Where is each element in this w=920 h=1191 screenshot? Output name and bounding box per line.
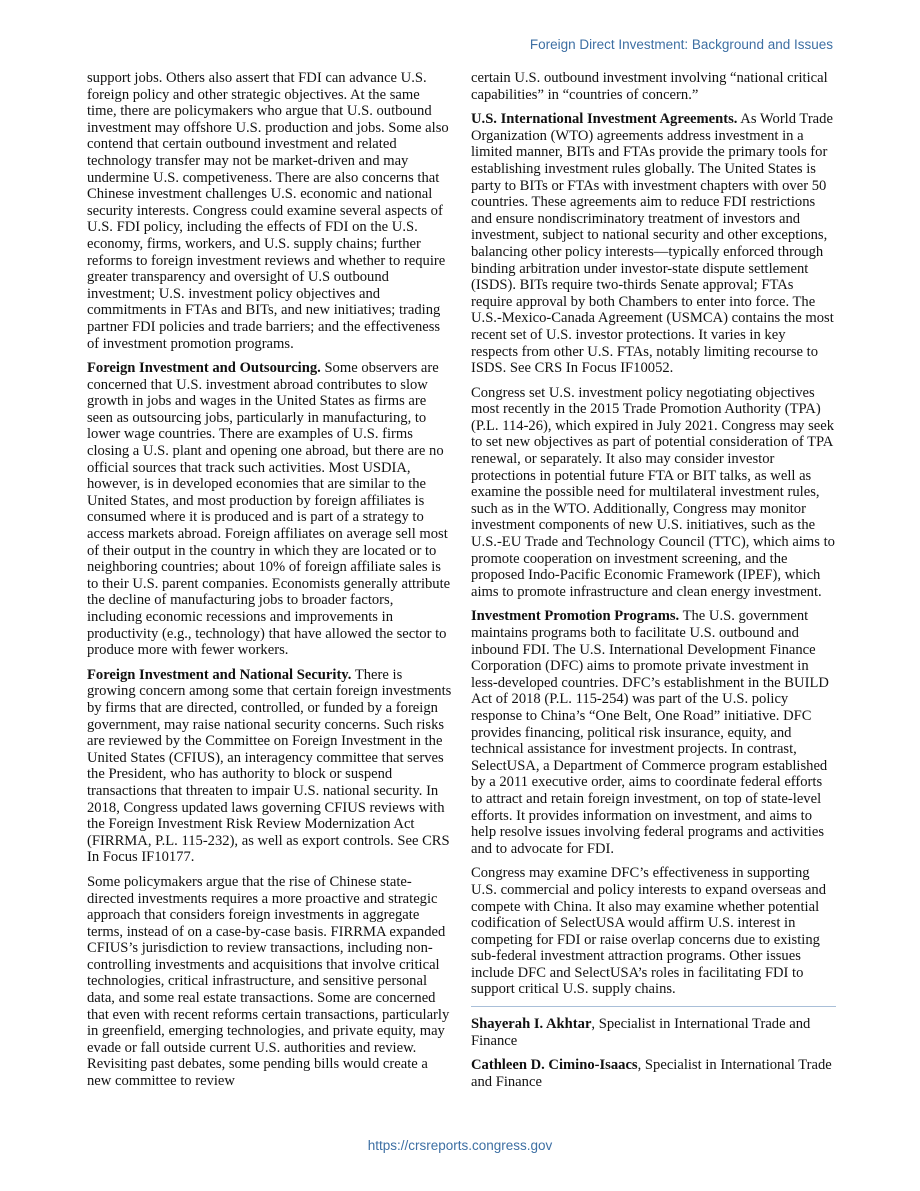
- right-column: [471, 70, 836, 1098]
- paragraph-national-security-body: There is growing concern among some that certain foreign investments by firms that are directed, controlled, or funded by a foreign government, may raise national security concerns. Such risks are reviewed by the Committee on Foreign Investment in the United States (CFIUS), an interagency committee that serves the President, who has authority to block or suspend transactions that threaten to impair U.S. national security. In 2018, Congress updated laws governing CFIUS reviews with the Foreign Investment Risk Review Modernization Act (FIRRMA, P.L. 115-232), as well as export controls. See CRS In Focus IF10177.: [87, 666, 452, 866]
- paragraph-investment-agreements-body: As World Trade Organization (WTO) agreements address investment in a limited manner, BITs and FTAs provide the primary tools for establishing investment rules globally. The United States is party to BITs or FTAs with investment chapters with over 50 countries. These agreements aim to reduce FDI restrictions and ensure nondiscriminatory treatment of investors and investment, subject to national security and other exceptions, balancing other policy interests—typically enforced through binding arbitration under investor-state dispute settlement (ISDS). BITs require two-thirds Senate approval; FTAs require approval by both Chambers to enter into force. The U.S.-Mexico-Canada Agreement (USMCA) contains the most recent set of U.S. investor protections. It varies in key respects from other U.S. FTAs, notably limiting recourse to ISDS. See CRS In Focus IF10052.: [471, 111, 834, 377]
- paragraph-promotion-programs: [471, 608, 836, 857]
- left-column: [87, 70, 452, 1098]
- paragraph-outbound-review: certain U.S. outbound investment involving “national critical capabilities” in “countries of concern.”: [471, 70, 828, 103]
- section-heading-investment-agreements: U.S. International Investment Agreements.: [471, 111, 738, 128]
- section-heading-national-security: Foreign Investment and National Security.: [87, 666, 352, 683]
- author-name: Shayerah I. Akhtar: [471, 1016, 592, 1033]
- footer-url-link[interactable]: https://crsreports.congress.gov: [367, 1138, 553, 1153]
- paragraph-negotiating-objectives: Congress set U.S. investment policy negotiating objectives most recently in the 2015 Trade Promotion Authority (TPA) (P.L. 114-26), which expired in July 2021. Congress may seek to set new objectives as part of potential consideration of TPA renewal, or separately. It also may consider investor protections in potential future FTA or BIT talks, as well as examine the possible need for multilateral investment rules, such as in the WTO. Additionally, Congress may monitor investment components of new U.S. initiatives, such as the U.S.-EU Trade and Technology Council (TTC), which aims to promote cooperation on investment screening, and the proposed Indo-Pacific Economic Framework (IPEF), which aims to promote infrastructure and clean energy investment.: [471, 384, 835, 600]
- paragraph-promotion-programs-body: The U.S. government maintains programs both to facilitate U.S. outbound and inbound FDI. The U.S. International Development Finance Corporation (DFC) aims to promote private investment in less-developed countries. DFC’s establishment in the BUILD Act of 2018 (P.L. 115-254) was part of the U.S. policy response to China’s “One Belt, One Road” initiative. DFC provides financing, political risk insurance, equity, and technical assistance for investment projects. In contrast, SelectUSA, a Department of Commerce program established by a 2011 executive order, aims to coordinate federal efforts to attract and retain foreign investment, on top of state-level efforts. It provides information on investment, and aims to help resolve issues involving federal programs and activities and to advocate for FDI.: [471, 608, 829, 857]
- paragraph-national-security: [87, 667, 452, 866]
- author-cimino-isaacs: [471, 1057, 836, 1090]
- running-header-title: Foreign Direct Investment: Background and Issues: [529, 37, 833, 52]
- paragraph-chinese-investment: Some policymakers argue that the rise of Chinese state-directed investments requires a more proactive and strategic approach that considers foreign investments in aggregate terms, instead of on a case-by-case basis. FIRRMA expanded CFIUS’s jurisdiction to review transactions, including non-controlling investments and acquisitions that involve critical technologies, critical infrastructure, and sensitive personal data, and some real estate transactions. Some are concerned that even with recent reforms certain transactions, particularly in greenfield, emerging technologies, and private equity, may evade or fall outside current U.S. authorities and review. Revisiting past debates, some pending bills would create a new committee to review: [87, 873, 450, 1090]
- author-title: , Specialist in International Trade and Finance: [471, 1016, 811, 1049]
- section-heading-promotion-programs: Investment Promotion Programs.: [471, 608, 680, 625]
- paragraph-outsourcing-body: Some observers are concerned that U.S. investment abroad contributes to slow growth in jobs and wages in the United States as firms are seen as outsourcing jobs, particularly in manufacturing, to lower wage countries. There are examples of U.S. firms closing a U.S. plant and opening one abroad, but there are no official sources that track such activities. Most USDIA, however, is in developed economies that are similar to the United States, and most production by foreign affiliates is consumed where it is produced and is part of a strategy to access markets abroad. Foreign affiliates on average sell most of their output in the country in which they are located or to neighboring countries; about 10% of foreign affiliate sales is to their U.S. parent companies. Economists generally attribute the decline of manufacturing jobs to broader factors, including economic recessions and improvements in productivity (e.g., technology) that have allowed the sector to produce more with fewer workers.: [87, 360, 451, 659]
- author-akhtar: [471, 1016, 836, 1049]
- author-title: , Specialist in International Trade and Finance: [471, 1057, 832, 1090]
- author-name: Cathleen D. Cimino-Isaacs: [471, 1057, 638, 1074]
- paragraph-outsourcing: [87, 360, 452, 659]
- author-divider: [471, 1006, 836, 1007]
- section-heading-outsourcing: Foreign Investment and Outsourcing.: [87, 360, 321, 377]
- paragraph-investment-agreements: [471, 111, 836, 377]
- paragraph-dfc-selectusa: Congress may examine DFC’s effectiveness in supporting U.S. commercial and policy interests to expand overseas and compete with China. It also may examine whether potential codification of SelectUSA would affirm U.S. interest in competing for FDI or raise overlap concerns due to existing sub-federal investment attraction programs. Other issues include DFC and SelectUSA’s roles in facilitating FDI to support critical U.S. supply chains.: [471, 865, 827, 998]
- paragraph-fdi-policy-overview: support jobs. Others also assert that FDI can advance U.S. foreign policy and other strategic objectives. At the same time, there are policymakers who argue that U.S. outbound investment may offshore U.S. production and jobs. Some also contend that certain outbound investment and related technology transfer may not be market-driven and may undermine U.S. competiveness. There are also concerns that Chinese investment challenges U.S. economic and national security interests. Congress could examine several aspects of U.S. FDI policy, including the effects of FDI on the U.S. economy, firms, workers, and U.S. supply chains; further reforms to foreign investment reviews and whether to require greater transparency and oversight of U.S outbound investment; U.S. investment policy objectives and commitments in FTAs and BITs, and new initiatives; trading partner FDI policies and trade barriers; and the effectiveness of investment promotion programs.: [87, 70, 449, 352]
